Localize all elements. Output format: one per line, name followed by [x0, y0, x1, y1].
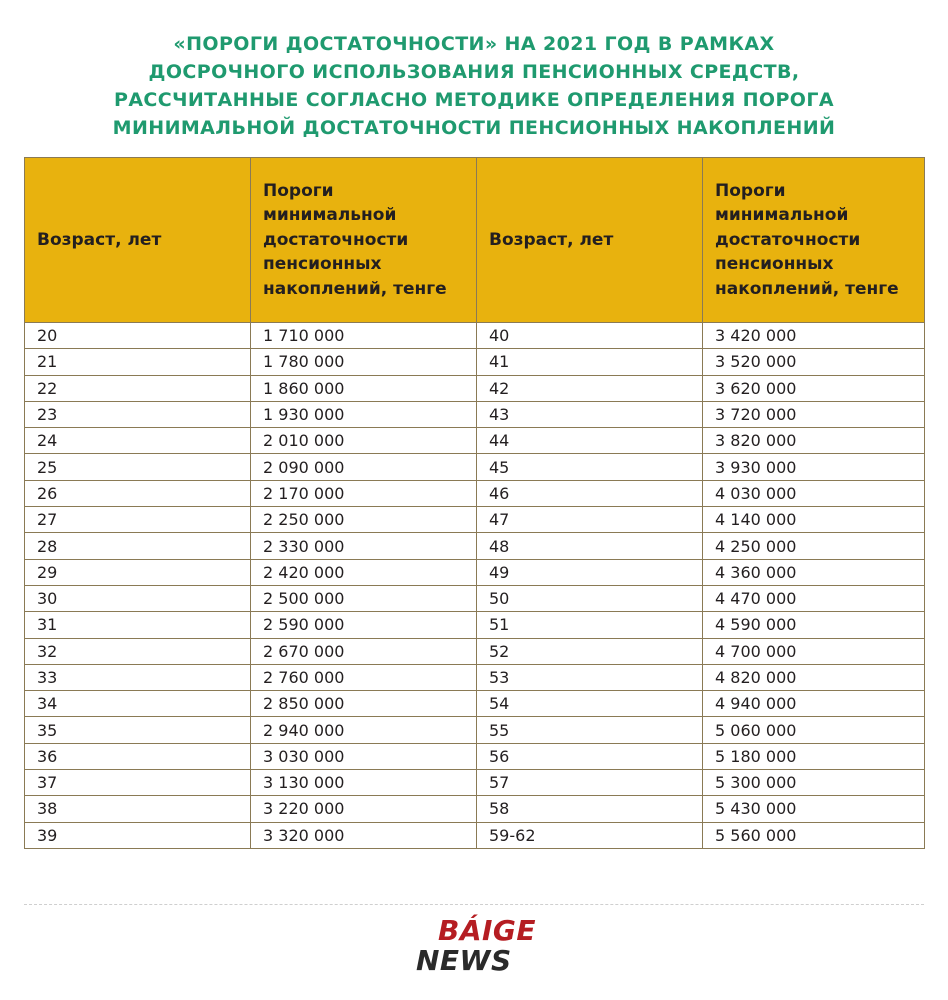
logo-line-1: BÁIGE: [438, 914, 537, 947]
age-cell: 46: [477, 480, 703, 506]
table-row: [25, 770, 925, 796]
header-threshold-line: накоплений, тенге: [715, 278, 899, 299]
age-cell: 47: [477, 507, 703, 533]
table-row: [25, 585, 925, 611]
threshold-cell: 1 780 000: [251, 349, 477, 375]
title-line: МИНИМАЛЬНОЙ ДОСТАТОЧНОСТИ ПЕНСИОННЫХ НАКОПЛЕНИЙ: [112, 117, 836, 139]
age-cell: 24: [25, 428, 251, 454]
threshold-cell: 4 140 000: [703, 507, 925, 533]
threshold-cell: 3 420 000: [703, 323, 925, 349]
table-row: [25, 664, 925, 690]
age-cell: 37: [25, 770, 251, 796]
threshold-cell: 3 930 000: [703, 454, 925, 480]
threshold-cell: 1 710 000: [251, 323, 477, 349]
header-threshold-line: минимальной: [715, 205, 849, 226]
threshold-cell: 2 590 000: [251, 612, 477, 638]
threshold-cell: 4 250 000: [703, 533, 925, 559]
threshold-cell: 3 720 000: [703, 401, 925, 427]
threshold-cell: 2 420 000: [251, 559, 477, 585]
header-threshold-line: Пороги: [715, 180, 786, 201]
title-line: ДОСРОЧНОГО ИСПОЛЬЗОВАНИЯ ПЕНСИОННЫХ СРЕДСТВ,: [148, 61, 800, 83]
header-threshold-line: минимальной: [263, 205, 397, 226]
threshold-cell: 5 300 000: [703, 770, 925, 796]
threshold-cell: 4 470 000: [703, 585, 925, 611]
age-cell: 36: [25, 743, 251, 769]
threshold-cell: 1 860 000: [251, 375, 477, 401]
threshold-cell: 5 560 000: [703, 822, 925, 848]
table-row: [25, 375, 925, 401]
age-cell: 27: [25, 507, 251, 533]
logo-line-2: NEWS: [416, 944, 512, 977]
age-cell: 33: [25, 664, 251, 690]
title-line: РАССЧИТАННЫЕ СОГЛАСНО МЕТОДИКЕ ОПРЕДЕЛЕНИЯ ПОРОГА: [114, 89, 834, 111]
threshold-cell: 2 760 000: [251, 664, 477, 690]
header-threshold-right: [703, 158, 925, 323]
age-cell: 22: [25, 375, 251, 401]
threshold-table: [24, 157, 925, 849]
age-cell: 40: [477, 323, 703, 349]
table-row: [25, 612, 925, 638]
age-cell: 42: [477, 375, 703, 401]
baige-news-logo: [412, 914, 542, 984]
age-cell: 54: [477, 691, 703, 717]
bottom-divider: [24, 904, 924, 905]
table-row: [25, 717, 925, 743]
threshold-cell: 5 430 000: [703, 796, 925, 822]
header-threshold-left: [251, 158, 477, 323]
table-row: [25, 428, 925, 454]
table-row: [25, 401, 925, 427]
threshold-cell: 1 930 000: [251, 401, 477, 427]
threshold-cell: 3 520 000: [703, 349, 925, 375]
age-cell: 43: [477, 401, 703, 427]
threshold-cell: 4 700 000: [703, 638, 925, 664]
header-threshold-line: пенсионных: [263, 254, 382, 275]
header-threshold-line: накоплений, тенге: [263, 278, 447, 299]
threshold-cell: 2 500 000: [251, 585, 477, 611]
age-cell: 55: [477, 717, 703, 743]
age-cell: 41: [477, 349, 703, 375]
age-cell: 25: [25, 454, 251, 480]
age-cell: 58: [477, 796, 703, 822]
header-threshold-line: достаточности: [263, 229, 409, 250]
table-row: [25, 480, 925, 506]
threshold-cell: 4 820 000: [703, 664, 925, 690]
threshold-cell: 2 090 000: [251, 454, 477, 480]
table-row: [25, 559, 925, 585]
threshold-cell: 2 170 000: [251, 480, 477, 506]
age-cell: 53: [477, 664, 703, 690]
table-row: [25, 796, 925, 822]
age-cell: 45: [477, 454, 703, 480]
threshold-cell: 3 130 000: [251, 770, 477, 796]
age-cell: 32: [25, 638, 251, 664]
table-row: [25, 743, 925, 769]
table-row: [25, 507, 925, 533]
threshold-cell: 2 010 000: [251, 428, 477, 454]
threshold-cell: 4 590 000: [703, 612, 925, 638]
age-cell: 44: [477, 428, 703, 454]
header-threshold-line: достаточности: [715, 229, 861, 250]
age-cell: 51: [477, 612, 703, 638]
threshold-table-container: [24, 157, 924, 849]
table-row: [25, 323, 925, 349]
threshold-cell: 5 060 000: [703, 717, 925, 743]
threshold-cell: 3 320 000: [251, 822, 477, 848]
age-cell: 59-62: [477, 822, 703, 848]
threshold-cell: 2 670 000: [251, 638, 477, 664]
threshold-cell: 3 030 000: [251, 743, 477, 769]
age-cell: 35: [25, 717, 251, 743]
table-row: [25, 822, 925, 848]
age-cell: 57: [477, 770, 703, 796]
threshold-cell: 5 180 000: [703, 743, 925, 769]
table-row: [25, 691, 925, 717]
header-threshold-line: пенсионных: [715, 254, 834, 275]
table-row: [25, 454, 925, 480]
age-cell: 38: [25, 796, 251, 822]
threshold-cell: 2 940 000: [251, 717, 477, 743]
table-row: [25, 638, 925, 664]
age-cell: 31: [25, 612, 251, 638]
threshold-cell: 2 850 000: [251, 691, 477, 717]
header-age-left: Возраст, лет: [25, 158, 251, 323]
table-row: [25, 533, 925, 559]
threshold-cell: 2 330 000: [251, 533, 477, 559]
age-cell: 28: [25, 533, 251, 559]
age-cell: 30: [25, 585, 251, 611]
threshold-cell: 3 220 000: [251, 796, 477, 822]
title-line: «ПОРОГИ ДОСТАТОЧНОСТИ» НА 2021 ГОД В РАМКАХ: [173, 33, 775, 55]
table-row: [25, 349, 925, 375]
age-cell: 39: [25, 822, 251, 848]
document-title: [0, 30, 948, 142]
age-cell: 21: [25, 349, 251, 375]
age-cell: 49: [477, 559, 703, 585]
threshold-cell: 4 940 000: [703, 691, 925, 717]
header-age-right: Возраст, лет: [477, 158, 703, 323]
age-cell: 48: [477, 533, 703, 559]
age-cell: 26: [25, 480, 251, 506]
threshold-cell: 3 620 000: [703, 375, 925, 401]
age-cell: 23: [25, 401, 251, 427]
threshold-cell: 4 030 000: [703, 480, 925, 506]
age-cell: 20: [25, 323, 251, 349]
age-cell: 34: [25, 691, 251, 717]
age-cell: 56: [477, 743, 703, 769]
threshold-cell: 4 360 000: [703, 559, 925, 585]
table-header-row: [25, 158, 925, 323]
table-body: [25, 323, 925, 849]
age-cell: 52: [477, 638, 703, 664]
age-cell: 29: [25, 559, 251, 585]
threshold-cell: 2 250 000: [251, 507, 477, 533]
header-threshold-line: Пороги: [263, 180, 334, 201]
threshold-cell: 3 820 000: [703, 428, 925, 454]
age-cell: 50: [477, 585, 703, 611]
